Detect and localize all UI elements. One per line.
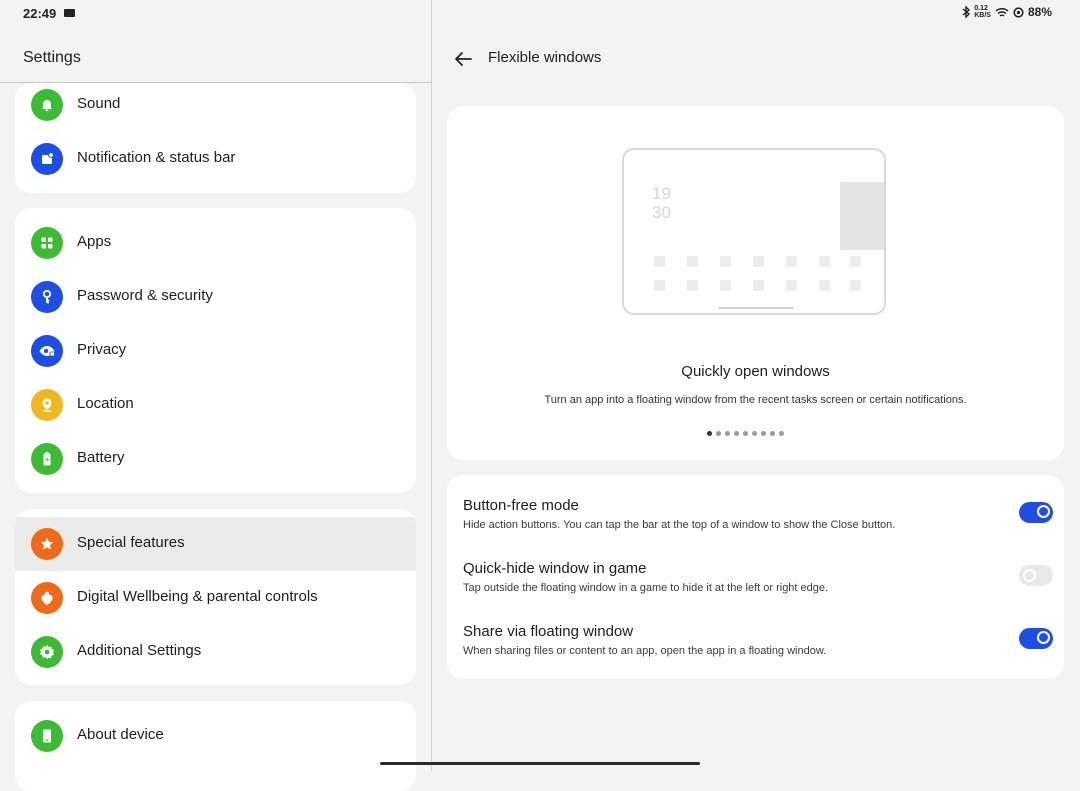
- settings-group: [15, 83, 416, 193]
- sidebar-item-label: Additional Settings: [77, 642, 202, 659]
- option-title: Share via floating window: [463, 623, 634, 640]
- clock-minute: 30: [652, 203, 671, 222]
- options-card: [447, 475, 1064, 679]
- sidebar-item-label: Password & security: [77, 287, 213, 304]
- feature-illustration-card: [447, 106, 1064, 460]
- sidebar-item-label: About device: [77, 726, 164, 743]
- status-icons: [962, 5, 1052, 19]
- option-description: Hide action buttons. You can tap the bar at the top of a window to show the Close button.: [463, 519, 896, 531]
- page-dot: [734, 431, 739, 436]
- phone-icon: [31, 720, 63, 752]
- clock-hour: 19: [652, 184, 671, 203]
- gear-icon: [31, 636, 63, 668]
- floating-window-illustration: [840, 182, 884, 250]
- app-icon-grid: [654, 256, 864, 296]
- page-dot: [743, 431, 748, 436]
- sidebar-item-label: Notification & status bar: [77, 149, 236, 166]
- illustration-clock: [652, 184, 671, 222]
- option-title: Quick-hide window in game: [463, 560, 647, 577]
- pane-divider: [431, 0, 432, 771]
- network-speed-unit: KB/S: [974, 12, 991, 19]
- page-dot: [770, 431, 775, 436]
- sidebar-item-about-device[interactable]: [15, 709, 416, 763]
- apps-grid-icon: [31, 227, 63, 259]
- sidebar-item-additional-settings[interactable]: [15, 625, 416, 679]
- detail-title: Flexible windows: [488, 49, 602, 66]
- privacy-eye-icon: [31, 335, 63, 367]
- sidebar-item-label: Apps: [77, 233, 112, 250]
- star-icon: [31, 528, 63, 560]
- option-title: Button-free mode: [463, 497, 579, 514]
- option-quick-hide-window[interactable]: [463, 560, 1053, 616]
- page-dot: [761, 431, 766, 436]
- illustration-home-bar: [718, 307, 794, 309]
- page-dot: [779, 431, 784, 436]
- settings-group: [15, 208, 416, 493]
- option-share-floating-window[interactable]: [463, 623, 1053, 679]
- sidebar-item-label: Battery: [77, 449, 125, 466]
- quick-hide-window-toggle[interactable]: [1019, 565, 1053, 586]
- sidebar-item-label: Digital Wellbeing & parental controls: [77, 588, 318, 605]
- page-indicator[interactable]: [707, 431, 784, 436]
- settings-group: [15, 701, 416, 791]
- back-arrow-icon[interactable]: [452, 49, 474, 69]
- option-description: Tap outside the floating window in a game to hide it at the left or right edge.: [463, 582, 829, 594]
- page-dot: [752, 431, 757, 436]
- key-icon: [31, 281, 63, 313]
- sidebar-item-battery[interactable]: [15, 432, 416, 486]
- battery-icon: [31, 443, 63, 475]
- feature-heading: Quickly open windows: [681, 363, 830, 380]
- option-button-free-mode[interactable]: [463, 497, 1053, 553]
- sidebar-item-sound[interactable]: [15, 83, 416, 132]
- wellbeing-heart-icon: [31, 582, 63, 614]
- settings-sidebar: [0, 0, 431, 771]
- page-dot: [707, 431, 712, 436]
- tablet-illustration: [622, 148, 886, 315]
- battery-percent: 88%: [1027, 5, 1052, 19]
- data-saver-icon: [1013, 7, 1024, 18]
- page-dot: [725, 431, 730, 436]
- button-free-mode-toggle[interactable]: [1019, 502, 1053, 523]
- feature-description: Turn an app into a floating window from the recent tasks screen or certain notifications.: [544, 394, 967, 406]
- network-speed: [974, 5, 991, 19]
- sidebar-item-label: Privacy: [77, 341, 127, 358]
- settings-group: [15, 509, 416, 685]
- notification-icon: [31, 143, 63, 175]
- sidebar-item-privacy[interactable]: [15, 324, 416, 378]
- sidebar-item-special-features[interactable]: [15, 517, 416, 571]
- network-speed-value: 0.12: [974, 5, 988, 12]
- sidebar-item-location[interactable]: [15, 378, 416, 432]
- status-time: 22:49: [23, 6, 57, 21]
- page-title: Settings: [23, 49, 81, 66]
- sidebar-item-label: Special features: [77, 534, 185, 551]
- share-floating-window-toggle[interactable]: [1019, 628, 1053, 649]
- bell-icon: [31, 89, 63, 121]
- sidebar-item-label: Location: [77, 395, 134, 412]
- sidebar-item-password-security[interactable]: [15, 270, 416, 324]
- gesture-navigation-bar[interactable]: [380, 762, 700, 765]
- sidebar-item-label: Sound: [77, 95, 121, 112]
- option-description: When sharing files or content to an app, open the app in a floating window.: [463, 645, 827, 657]
- page-dot: [716, 431, 721, 436]
- sidebar-item-digital-wellbeing[interactable]: [15, 571, 416, 625]
- location-pin-icon: [31, 389, 63, 421]
- wifi-icon: [995, 7, 1009, 18]
- sidebar-item-apps[interactable]: [15, 216, 416, 270]
- bluetooth-icon: [962, 6, 970, 18]
- sidebar-item-notification[interactable]: [15, 132, 416, 186]
